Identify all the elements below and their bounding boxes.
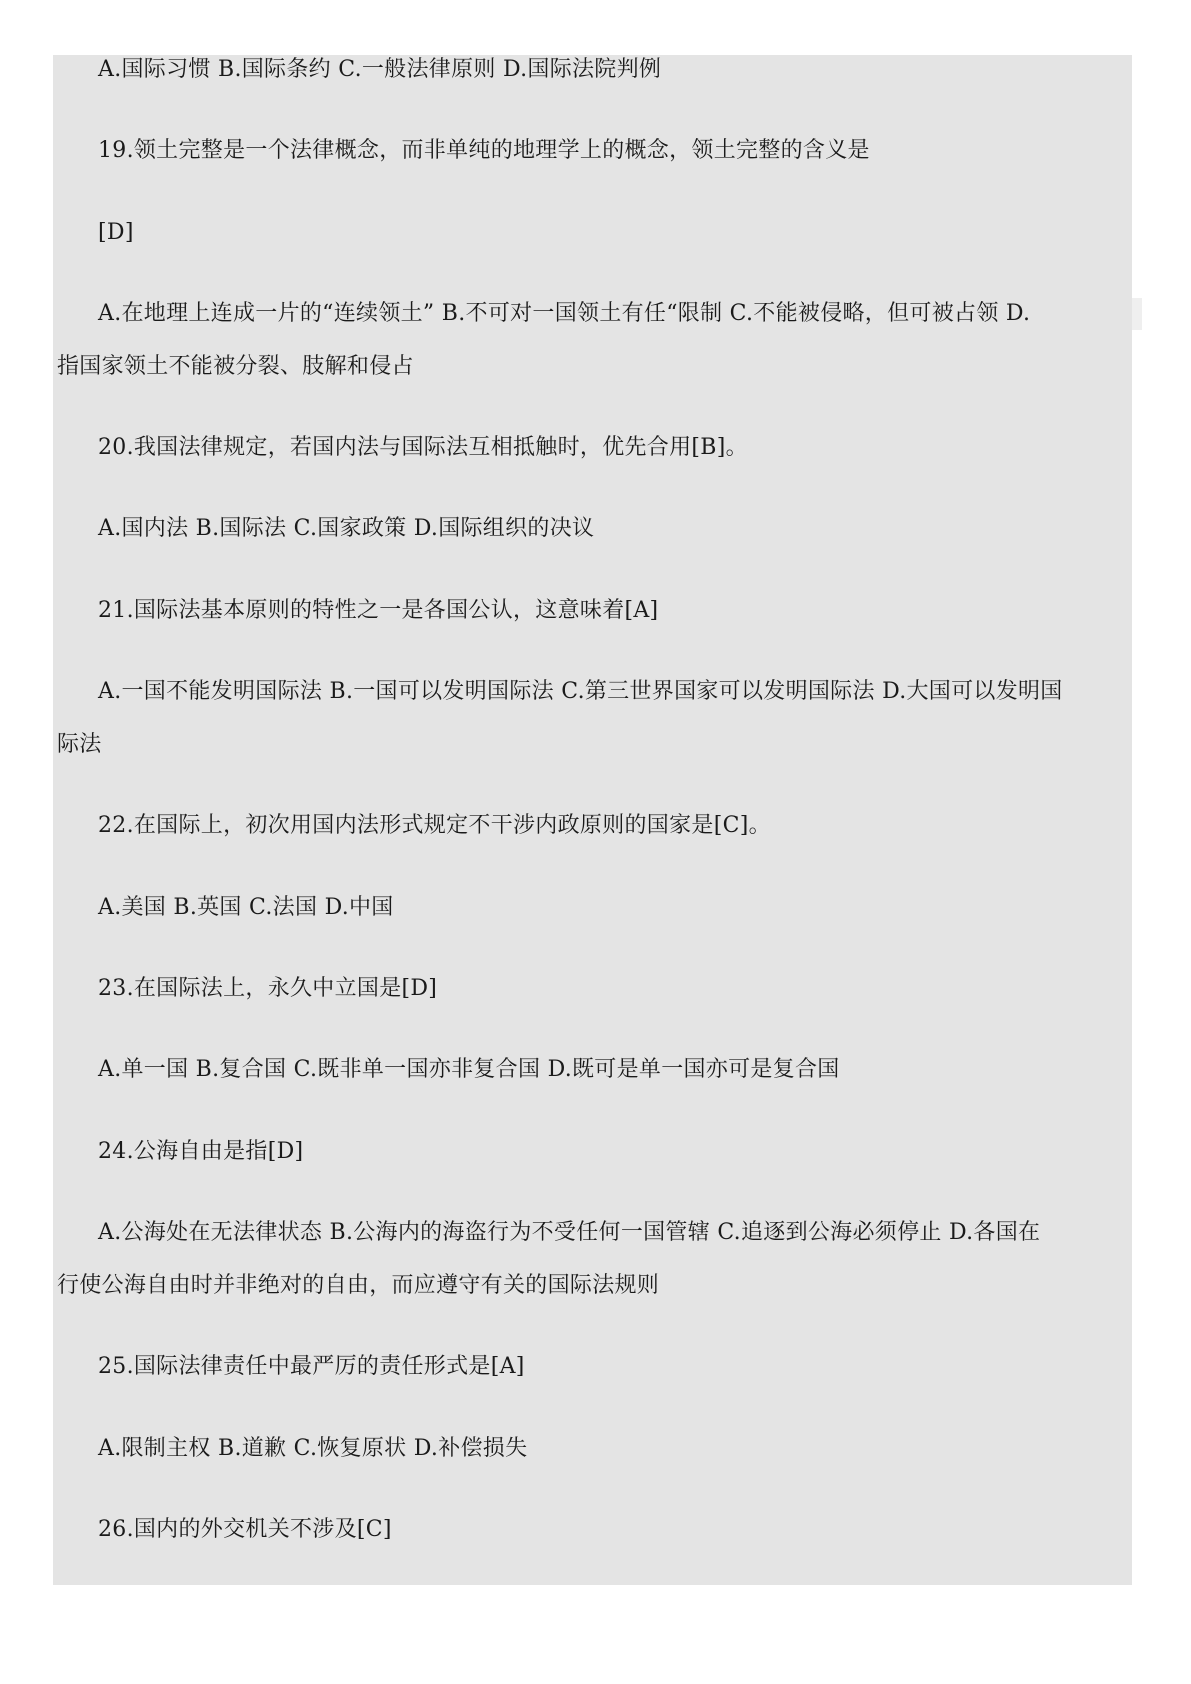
text-line-continuation: 行使公海自由时并非绝对的自由，而应遵守有关的国际法规则 [57, 1273, 660, 1298]
text-line: 21.国际法基本原则的特性之一是各国公认，这意味着[A] [98, 598, 659, 623]
text-line: 23.在国际法上，永久中立国是[D] [98, 976, 438, 1001]
text-line: 22.在国际上，初次用国内法形式规定不干涉内政原则的国家是[C]。 [98, 813, 771, 838]
text-line: 20.我国法律规定，若国内法与国际法互相抵触时，优先合用[B]。 [98, 435, 748, 460]
text-line-continuation: 指国家领土不能被分裂、肢解和侵占 [57, 354, 414, 379]
text-line: A.美国 B.英国 C.法国 D.中国 [98, 895, 394, 920]
text-line: [D] [98, 220, 134, 245]
text-line: A.在地理上连成一片的“连续领土” B.不可对一国领土有任“限制 C.不能被侵略，但可被占领 D. [98, 301, 1031, 326]
text-line: A.国内法 B.国际法 C.国家政策 D.国际组织的决议 [98, 516, 595, 541]
text-line: 25.国际法律责任中最严厉的责任形式是[A] [98, 1354, 525, 1379]
text-line: 24.公海自由是指[D] [98, 1139, 304, 1164]
text-line: 19.领土完整是一个法律概念，而非单纯的地理学上的概念，领土完整的含义是 [98, 138, 870, 163]
text-overflow-strip [1132, 298, 1142, 330]
text-line: 26.国内的外交机关不涉及[C] [98, 1517, 392, 1542]
text-line: A.一国不能发明国际法 B.一国可以发明国际法 C.第三世界国家可以发明国际法 D.大国可以发明国 [98, 679, 1063, 704]
text-line-continuation: 际法 [57, 732, 102, 757]
text-line: A.单一国 B.复合国 C.既非单一国亦非复合国 D.既可是单一国亦可是复合国 [98, 1057, 840, 1082]
text-line: A.国际习惯 B.国际条约 C.一般法律原则 D.国际法院判例 [98, 57, 662, 82]
text-line: A.公海处在无法律状态 B.公海内的海盗行为不受任何一国管辖 C.追逐到公海必须停止 D.各国在 [98, 1220, 1041, 1245]
text-line: A.限制主权 B.道歉 C.恢复原状 D.补偿损失 [98, 1436, 528, 1461]
